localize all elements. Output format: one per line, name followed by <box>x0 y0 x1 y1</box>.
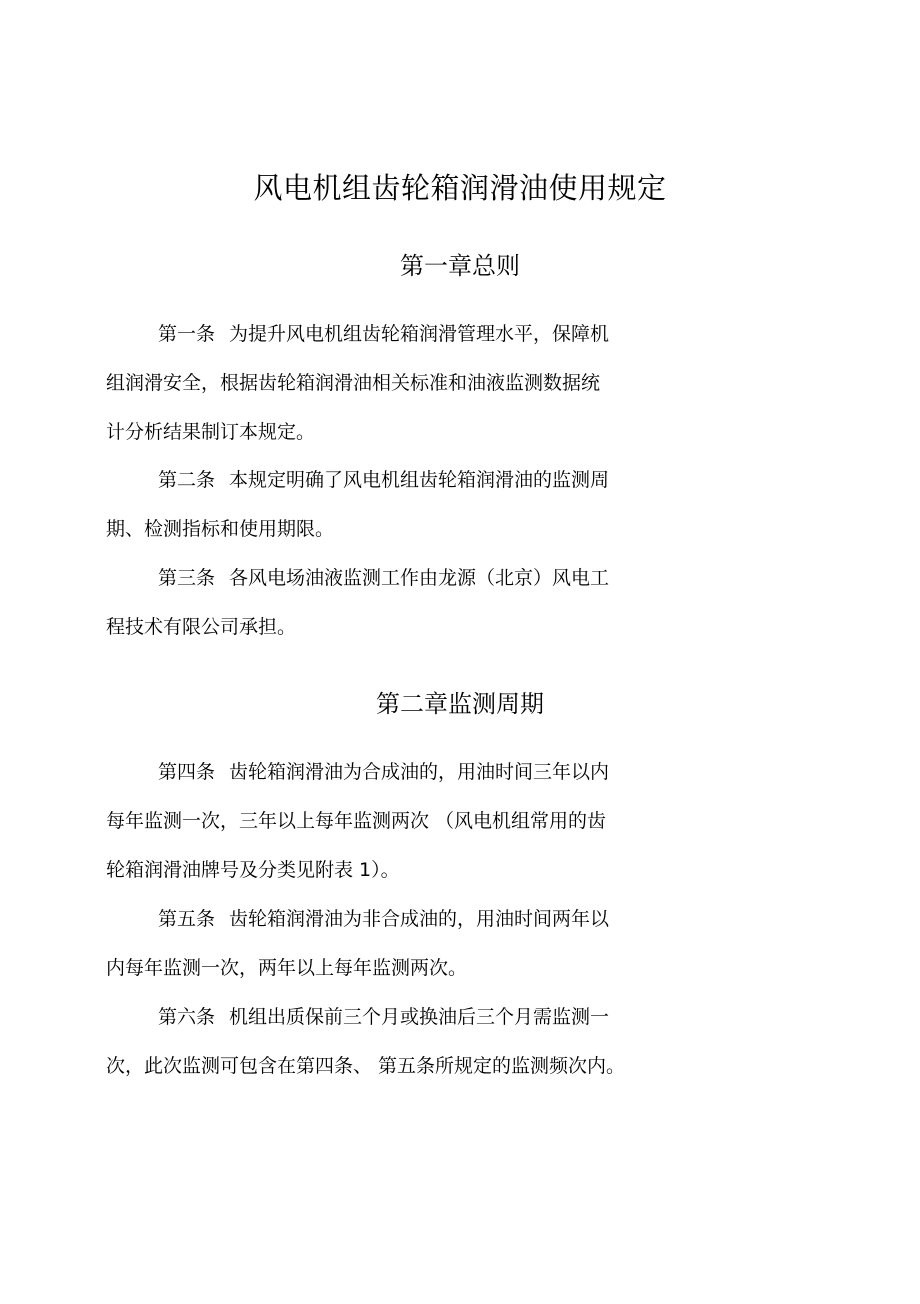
chapter-title-2: 第二章监测周期 <box>376 690 544 718</box>
article-5 <box>106 895 666 993</box>
article-1-line-3: 计分析结果制订本规定。 <box>106 421 316 443</box>
article-2-first-line <box>106 456 666 505</box>
article-3-first-line <box>106 554 666 603</box>
article-1 <box>106 310 666 457</box>
article-4-line-2: 每年监测一次，三年以上每年监测两次 （风电机组常用的齿 <box>106 810 607 832</box>
article-6-line-1: 机组出质保前三个月或换油后三个月需监测一 <box>229 1006 610 1028</box>
article-4 <box>106 748 666 895</box>
article-4-first-line <box>106 748 666 797</box>
article-1-first-line <box>106 310 666 359</box>
article-3 <box>106 554 666 652</box>
article-5-label: 第五条 <box>158 908 216 930</box>
article-4-line-3: 轮箱润滑油牌号及分类见附表 1）。 <box>106 859 400 881</box>
article-5-first-line <box>106 895 666 944</box>
article-2-line-2: 期、检测指标和使用期限。 <box>106 518 335 540</box>
article-4-line-1: 齿轮箱润滑油为合成油的，用油时间三年以内 <box>229 761 610 783</box>
article-1-line-1: 为提升风电机组齿轮箱润滑管理水平，保障机 <box>229 323 610 345</box>
article-5-line-1: 齿轮箱润滑油为非合成油的，用油时间两年以 <box>229 908 610 930</box>
article-6-line-2: 次，此次监测可包含在第四条、 第五条所规定的监测频次内。 <box>106 1055 626 1077</box>
article-2-label: 第二条 <box>158 469 216 491</box>
article-6 <box>106 993 666 1091</box>
document-title: 风电机组齿轮箱润滑油使用规定 <box>253 171 667 205</box>
article-6-label: 第六条 <box>158 1006 216 1028</box>
article-1-label: 第一条 <box>158 323 216 345</box>
article-3-label: 第三条 <box>158 567 216 589</box>
article-5-line-2: 内每年监测一次，两年以上每年监测两次。 <box>106 957 468 979</box>
article-3-line-2: 程技术有限公司承担。 <box>106 616 297 638</box>
article-2-line-1: 本规定明确了风电机组齿轮箱润滑油的监测周 <box>229 469 610 491</box>
article-3-line-1: 各风电场油液监测工作由龙源（北京）风电工 <box>229 567 610 589</box>
article-1-line-2: 组润滑安全，根据齿轮箱润滑油相关标准和油液监测数据统 <box>106 372 601 394</box>
article-2 <box>106 456 666 554</box>
article-4-label: 第四条 <box>158 761 216 783</box>
article-6-first-line <box>106 993 666 1042</box>
chapter-title-1: 第一章总则 <box>400 252 520 280</box>
